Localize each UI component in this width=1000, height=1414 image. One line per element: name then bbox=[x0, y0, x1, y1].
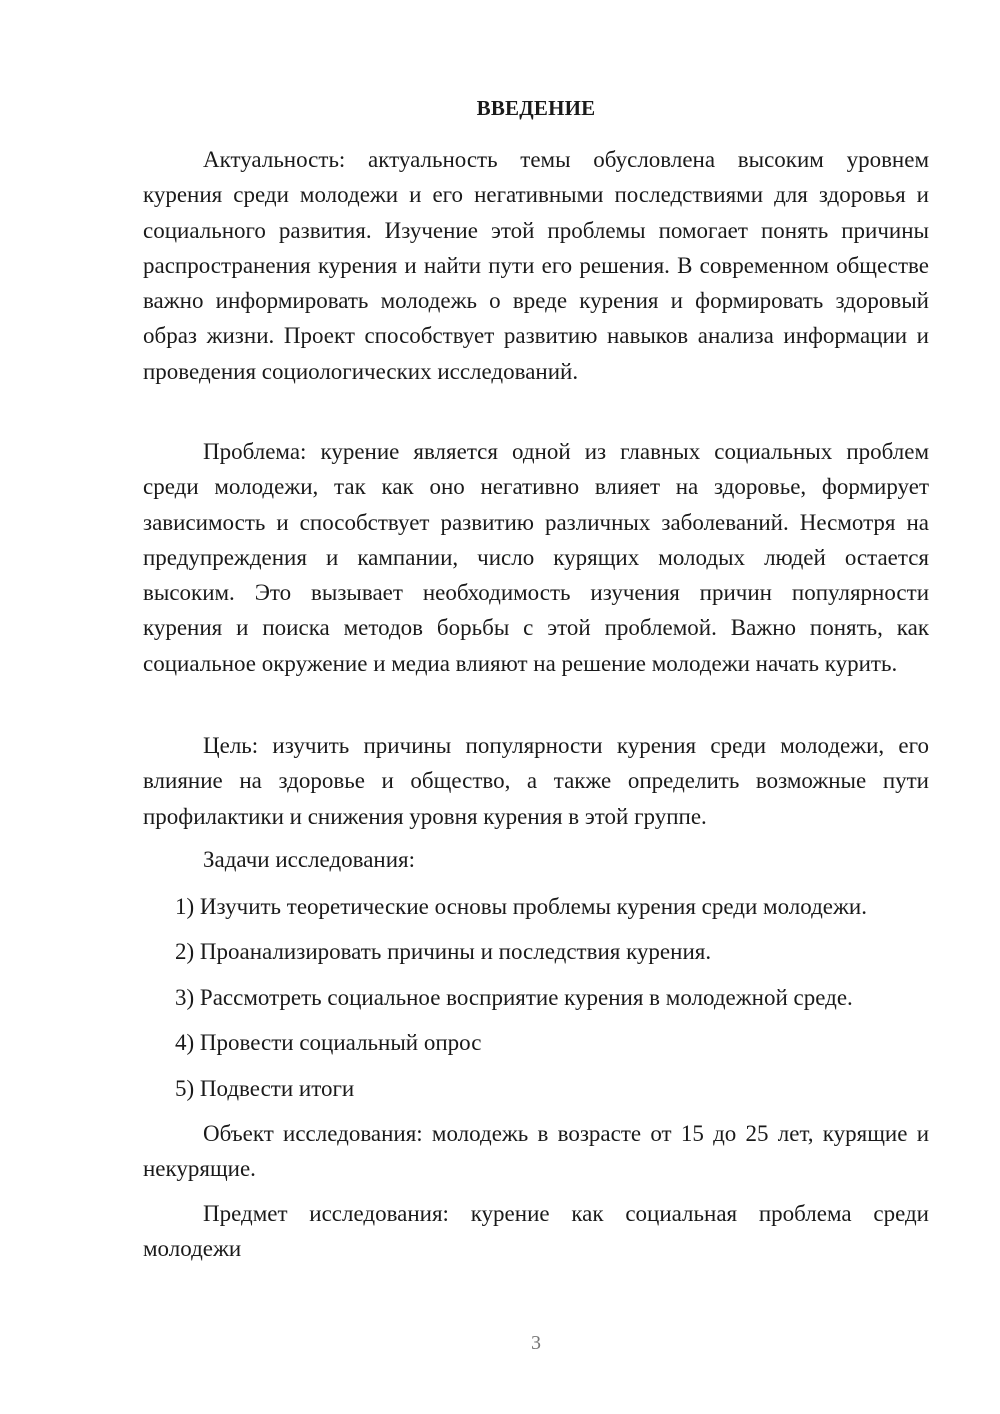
goal-paragraph: Цель: изучить причины популярности курения среди молодежи, его влияние на здоровье и общество, а также определить возможные пути профилактики и снижения уровня курения в этой группе. bbox=[143, 733, 929, 829]
task-item-1: 1) Изучить теоретические основы проблемы курения среди молодежи. bbox=[175, 894, 867, 919]
section-heading: ВВЕДЕНИЕ bbox=[476, 96, 596, 120]
task-item-2: 2) Проанализировать причины и последствия курения. bbox=[175, 939, 712, 964]
problem-paragraph: Проблема: курение является одной из главных социальных проблем среди молодежи, так как оно негативно влияет на здоровье, формирует зависимость и способствует развитию различных заболеваний. Несмотря на предупреждения и кампании, число курящих молодых людей остается высоким. Это вызывает необходимость изучения причин популярности курения и поиска методов борьбы с этой проблемой. Важно понять, как социальное окружение и медиа влияют на решение молодежи начать курить. bbox=[143, 439, 929, 676]
task-item-5: 5) Подвести итоги bbox=[175, 1076, 355, 1101]
task-item-4: 4) Провести социальный опрос bbox=[175, 1030, 482, 1055]
object-paragraph: Объект исследования: молодежь в возрасте от 15 до 25 лет, курящие и некурящие. bbox=[143, 1121, 929, 1182]
tasks-title: Задачи исследования: bbox=[203, 847, 416, 872]
task-item-3: 3) Рассмотреть социальное восприятие курения в молодежной среде. bbox=[175, 985, 853, 1010]
subject-paragraph: Предмет исследования: курение как социальная проблема среди молодежи bbox=[143, 1201, 929, 1262]
relevance-paragraph: Актуальность: актуальность темы обусловлена высоким уровнем курения среди молодежи и его негативными последствиями для здоровья и социального развития. Изучение этой проблемы помогает понять причины распространения курения и найти пути его решения. В современном обществе важно информировать молодежь о вреде курения и формировать здоровый образ жизни. Проект способствует развитию навыков анализа информации и проведения социологических исследований. bbox=[143, 147, 929, 384]
page-number: 3 bbox=[531, 1332, 541, 1354]
